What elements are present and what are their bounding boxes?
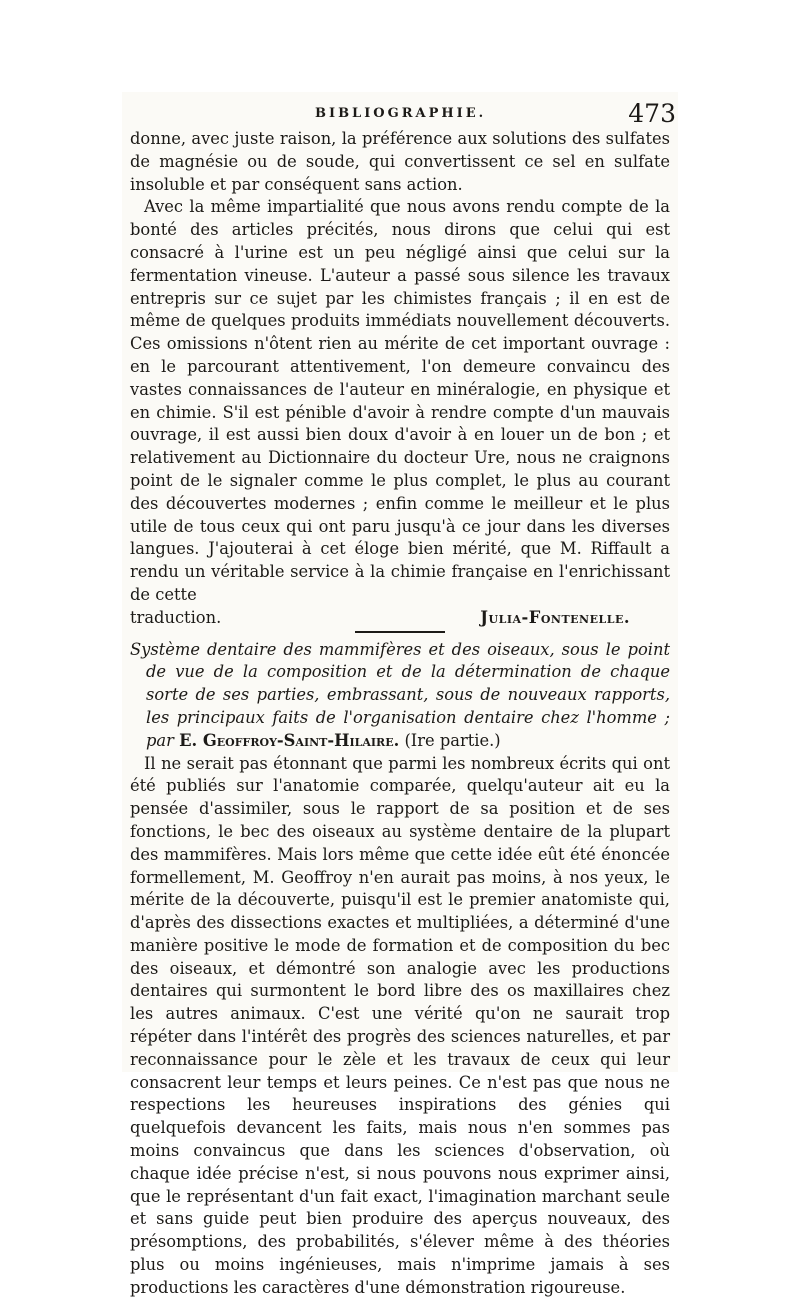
book-title: Système dentaire des mammifères et des oiseaux, sous le point de vue de la composition et de la détermination de chaque sorte de ses parties, embrassant, sous de nouveaux rapports, les principaux faits de l'organisation dentaire chez l'homme ; par [130,639,670,750]
paragraph-continuation: donne, avec juste raison, la préférence aux solutions des sulfates de magnésie ou de soude, qui convertissent ce sel en sulfate insoluble et par conséquent sans action. [130,129,670,194]
signature-line [130,607,670,630]
page-number: 473 [628,99,676,128]
page-body [130,128,670,1300]
book-part: (Ire partie.) [404,730,501,750]
review-heading [130,639,670,753]
book-author: E. Geoffroy-Saint-Hilaire. [179,730,400,750]
paragraph-review-conclusion: Avec la même impartialité que nous avons rendu compte de la bonté des articles précités, nous dirons que celui qui est consacré à l'urine est un peu négligé ainsi que celui sur la fermentation vineuse. L'auteur a passé sous silence les travaux entrepris sur ce sujet par les chimistes français ; il en est de même de quelques produits immédiats nouvellement découverts. Ces omissions n'ôtent rien au mérite de cet important ouvrage : en le parcourant attentivement, l'on demeure convaincu des vastes connaissances de l'auteur en minéralogie, en physique et en chimie. S'il est pénible d'avoir à rendre compte d'un mauvais ouvrage, il est aussi bien doux d'avoir à en louer un de bon ; et relativement au Dictionnaire du docteur Ure, nous ne craignons point de le signaler comme le plus complet, le plus au courant des découvertes modernes ; enfin comme le meilleur et le plus utile de tous ceux qui ont paru jusqu'à ce jour dans les diverses langues. J'ajouterai à cet éloge bien mérité, que M. Riffault a rendu un véritable service à la chimie française en l'enrichissant de cette [130,197,670,604]
reviewer-signature: Julia-Fontenelle. [480,607,630,627]
closing-word: traduction. [130,607,222,627]
running-head: BIBLIOGRAPHIE. [315,106,487,121]
paragraph-review-body: Il ne serait pas étonnant que parmi les nombreux écrits qui ont été publiés sur l'anatomie comparée, quelqu'auteur ait eu la pensée d'assimiler, sous le rapport de sa position et de ses fonctions, le bec des oiseaux au système dentaire de la plupart des mammifères. Mais lors même que cette idée eût été énoncée formellement, M. Geoffroy n'en aurait pas moins, à nos yeux, le mérite de la découverte, puisqu'il est le premier anatomiste qui, d'après des dissections exactes et multipliées, a déterminé d'une manière positive le mode de formation et de composition du bec des oiseaux, et démontré son analogie avec les productions dentaires qui surmontent le bord libre des os maxillaires chez les autres animaux. C'est une vérité qu'on ne saurait trop répéter dans l'intérêt des progrès des sciences naturelles, et par reconnaissance pour le zèle et les travaux de ceux qui leur consacrent leur temps et leurs peines. Ce n'est pas que nous ne respections les heureuses inspirations des génies qui quelquefois devancent les faits, mais nous n'en sommes pas moins convaincus que dans les sciences d'observation, où chaque idée précise n'est, si nous pouvons nous exprimer ainsi, que le représentant d'un fait exact, l'imagination marchant seule et sans guide peut bien produire des aperçus nouveaux, des présomptions, des probabilités, s'élever même à des théories plus ou moins ingénieuses, mais n'imprime jamais à ses productions les caractères d'une démonstration rigoureuse. [130,753,670,1297]
section-divider [355,631,445,633]
